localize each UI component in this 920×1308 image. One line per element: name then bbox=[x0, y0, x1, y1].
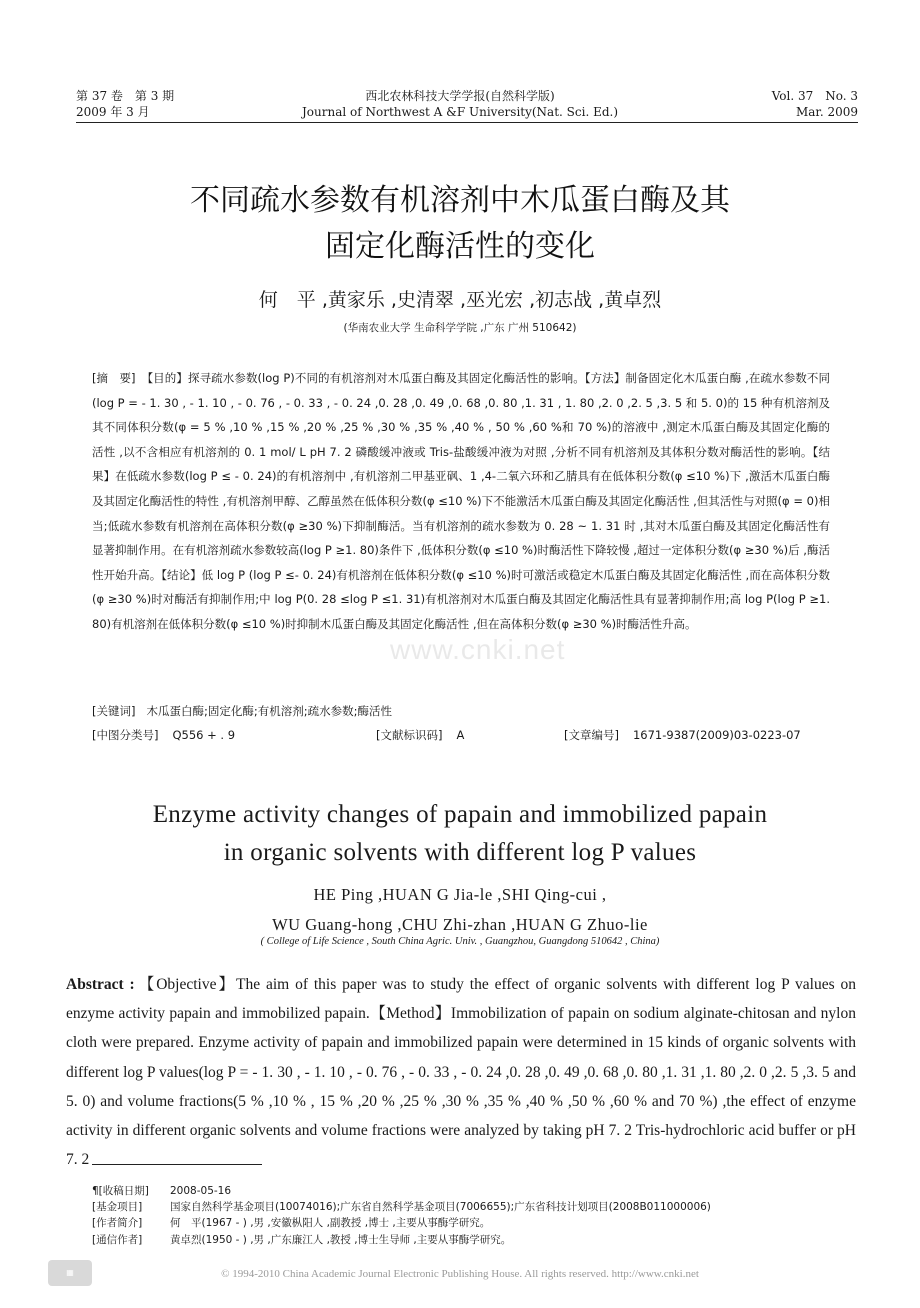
footnote-text: 何 平(1967 - ) ,男 ,安徽枞阳人 ,副教授 ,博士 ,主要从事酶学研究。 bbox=[170, 1217, 491, 1230]
journal-name-cn: 西北农林科技大学学报(自然科学版) bbox=[365, 89, 555, 103]
footnote-label: ¶[收稿日期] bbox=[92, 1185, 149, 1197]
authors-en-line1: HE Ping ,HUAN G Jia-le ,SHI Qing-cui , bbox=[313, 885, 607, 904]
footnote-text: 2008-05-16 bbox=[170, 1185, 232, 1197]
keywords-label: [关键词] bbox=[92, 704, 136, 718]
affiliation-cn: (华南农业大学 生命科学学院 ,广东 广州 510642) bbox=[343, 322, 577, 334]
header-divider bbox=[76, 122, 858, 123]
doc-code-label: [文献标识码] bbox=[376, 728, 443, 742]
abstract-cn-label: [摘 要] bbox=[92, 371, 136, 385]
abstract-en bbox=[66, 970, 856, 1174]
title-cn-line1: 不同疏水参数有机溶剂中木瓜蛋白酶及其 bbox=[190, 183, 730, 218]
keywords-text: 木瓜蛋白酶;固定化酶;有机溶剂;疏水参数;酶活性 bbox=[146, 704, 392, 718]
abstract-cn bbox=[92, 366, 830, 637]
doc-code-value: A bbox=[456, 728, 465, 742]
authors-cn: 何 平 ,黄家乐 ,史清翠 ,巫光宏 ,初志战 ,黄卓烈 bbox=[258, 289, 662, 311]
authors-en-line2: WU Guang-hong ,CHU Zhi-zhan ,HUAN G Zhuo-lie bbox=[272, 915, 648, 934]
abstract-en-label: Abstract : bbox=[66, 976, 135, 993]
footnote-label: [通信作者] bbox=[92, 1233, 143, 1246]
keywords-cn bbox=[92, 700, 830, 722]
title-en bbox=[0, 796, 920, 872]
clc-label: [中图分类号] bbox=[92, 728, 159, 742]
title-en-line2: in organic solvents with different log P values bbox=[223, 839, 697, 866]
footnote-label: [作者简介] bbox=[92, 1217, 143, 1230]
clc-value: Q556 + . 9 bbox=[172, 728, 236, 742]
abstract-cn-text: 【目的】探寻疏水参数(log P)不同的有机溶剂对木瓜蛋白酶及其固定化酶活性的影响。【方法】制备固定化木瓜蛋白酶 ,在疏水参数不同(log P = - 1. 30 , - 1. 10 , - 0. 76 , - 0. 33 , - 0. 24 ,0. 28 ,0. 49 ,0. 68 ,0. 80 ,1. 31 , 1. 80 ,2. 0 ,2. 5 ,3. 5 和 5. 0)的 15 种有机溶剂及其不同体积分数(φ = 5 % ,10 % ,15 % ,20 % ,25 % ,30 % ,35 % ,40 % , 50 % ,60 %和 70 %)的溶液中 ,测定木瓜蛋白酶及其固定化酶的活性 ,以不含相应有机溶剂的 0. 1 mol/ L pH 7. 2 磷酸缓冲液或 Tris-盐酸缓冲液为对照 ,分析不同有机溶剂及其体积分数对酶活性的影响。【结果】在低疏水参数(log P ≤ - 0. 24)的有机溶剂中 ,有机溶剂二甲基亚砜、1 ,4-二氧六环和乙腈具有在低体积分数(φ ≤10 %)下 ,激活木瓜蛋白酶及其固定化酶活性的特性 ,有机溶剂甲醇、乙醇虽然在低体积分数(φ ≤10 %)下不能激活木瓜蛋白酶及其固定化酶活性 ,但其活性与对照(φ = 0)相当;低疏水参数有机溶剂在高体积分数(φ ≥30 %)下抑制酶活。当有机溶剂的疏水参数为 0. 28 ~ 1. 31 时 ,其对木瓜蛋白酶及其固定化酶活性有显著抑制作用。在有机溶剂疏水参数较高(log P ≥1. 80)条件下 ,低体积分数(φ ≤10 %)时酶活性下降较慢 ,超过一定体积分数(φ ≥30 %)后 ,酶活性开始升高。【结论】低 log P (log P ≤- 0. 24)有机溶剂在低体积分数(φ ≤10 %)时可激活或稳定木瓜蛋白酶及其固定化酶活性 ,而在高体积分数(φ ≥30 %)时对酶活有抑制作用;中 log P(0. 28 ≤log P ≤1. 31)有机溶剂对木瓜蛋白酶及其固定化酶活性具有显著抑制作用;高 log P(log P ≥1. 80)有机溶剂在低体积分数(φ ≤10 %)时抑制木瓜蛋白酶及其固定化酶活性 ,但在高体积分数(φ ≥30 %)时酶活性升高。 bbox=[92, 371, 830, 631]
date-en: Mar. 2009 bbox=[795, 105, 858, 119]
footnote-text: 黄卓烈(1950 - ) ,男 ,广东廉江人 ,教授 ,博士生导师 ,主要从事酶学研究。 bbox=[170, 1233, 512, 1246]
header-volume-en bbox=[772, 88, 858, 120]
footnote-label: [基金项目] bbox=[92, 1201, 143, 1214]
volume-issue-cn: 第 37 卷 第 3 期 bbox=[76, 89, 175, 103]
journal-name-en: Journal of Northwest A &F University(Nat. Sci. Ed.) bbox=[301, 105, 619, 119]
date-cn: 2009 年 3 月 bbox=[76, 105, 150, 119]
article-number-value: 1671-9387(2009)03-0223-07 bbox=[632, 728, 801, 742]
volume-issue-en: Vol. 37 No. 3 bbox=[771, 89, 858, 103]
title-cn-line2: 固定化酶活性的变化 bbox=[325, 229, 595, 264]
copyright-notice: © 1994-2010 China Academic Journal Electronic Publishing House. All rights reserved. http://www.cnki.net bbox=[221, 1268, 699, 1280]
footnote-author-bio bbox=[92, 1215, 852, 1231]
abstract-en-text: 【Objective】The aim of this paper was to study the effect of organic solvents with different log P values on enzyme activity papain and immobilized papain.【Method】Immobilization of papain on sodium alginate-chitosan and nylon cloth were prepared. Enzyme activity of papain and immobilized papain were determined in 15 kinds of organic solvents with different log P values(log P = - 1. 30 , - 1. 10 , - 0. 76 , - 0. 33 , - 0. 24 ,0. 28 ,0. 49 ,0. 68 ,0. 80 ,1. 31 ,1. 80 ,2. 0 ,2. 5 ,3. 5 and 5. 0) and volume fractions(5 % ,10 % , 15 % ,20 % ,25 % ,30 % ,35 % ,40 % ,50 % ,60 % and 70 %) ,the effect of enzyme activity in different organic solvents and volume fractions were analyzed by taking pH 7. 2 Tris-hydrochloric acid buffer or pH 7. 2 bbox=[66, 976, 856, 1169]
title-cn bbox=[0, 178, 920, 270]
classification-row bbox=[92, 724, 830, 746]
footnote-divider bbox=[92, 1164, 262, 1165]
watermark: www.cnki.net bbox=[390, 634, 566, 665]
footnotes bbox=[92, 1183, 852, 1248]
footnote-corresponding bbox=[92, 1232, 852, 1248]
title-en-line1: Enzyme activity changes of papain and immobilized papain bbox=[152, 801, 768, 828]
footnote-funding bbox=[92, 1199, 852, 1215]
cnki-logo-icon: ▦ bbox=[48, 1260, 92, 1286]
footnote-text: 国家自然科学基金项目(10074016);广东省自然科学基金项目(7006655);广东省科技计划项目(2008B011000006) bbox=[170, 1201, 711, 1214]
footnote-received bbox=[92, 1183, 852, 1199]
article-number-label: [文章编号] bbox=[564, 728, 619, 742]
affiliation-en: ( College of Life Science , South China Agric. Univ. , Guangzhou, Guangdong 510642 , China) bbox=[260, 936, 660, 947]
authors-en bbox=[0, 880, 920, 940]
